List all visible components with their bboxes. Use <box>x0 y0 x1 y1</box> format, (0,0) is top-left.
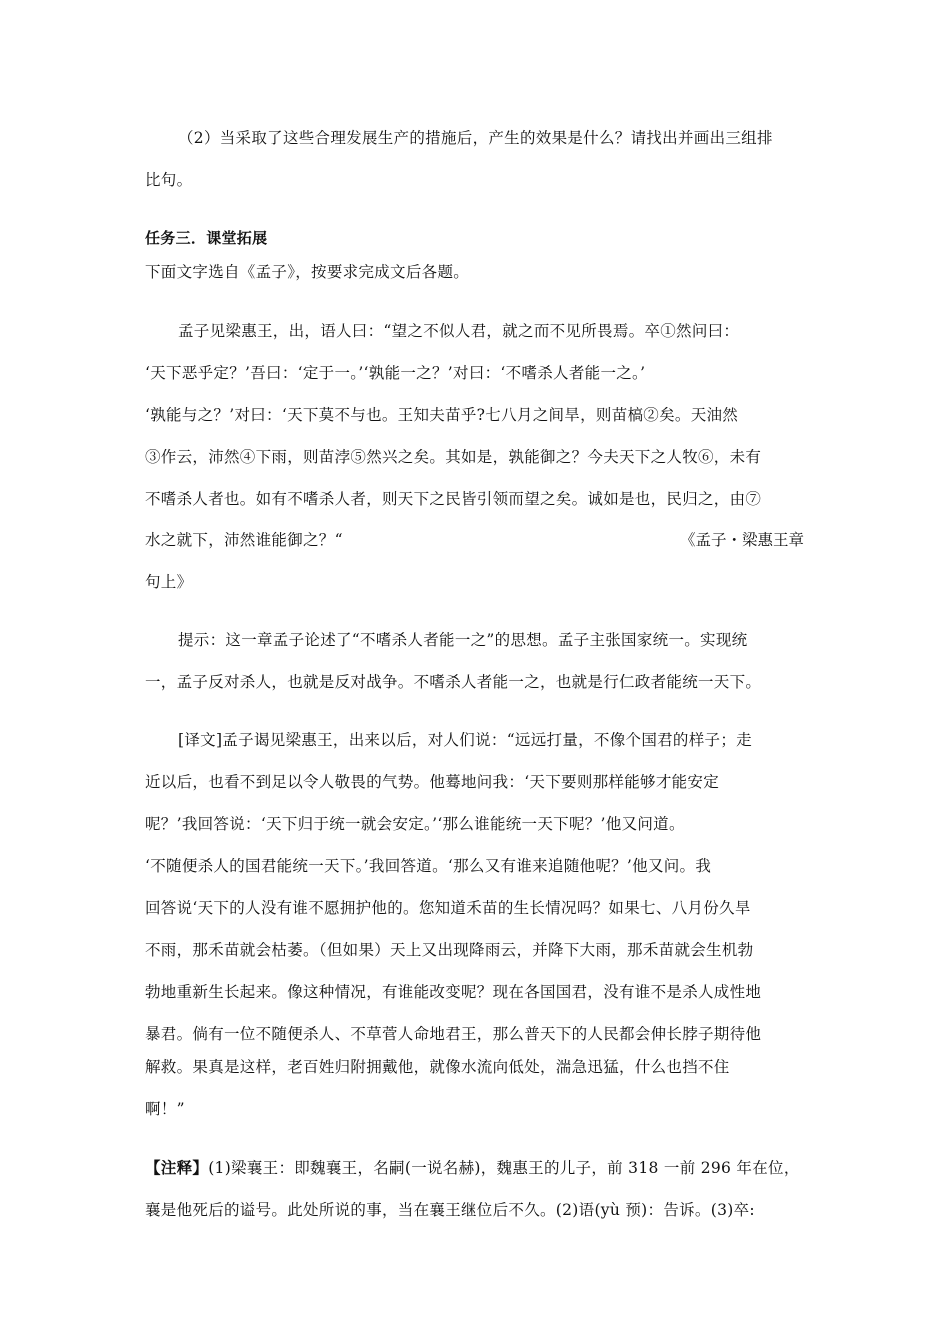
translation-line-6: 不雨，那禾苗就会枯萎。（但如果）天上又出现降雨云，并降下大雨，那禾苗就会生机勃 <box>145 941 754 959</box>
notes-line-2: 襄是他死后的谥号。此处所说的事，当在襄王继位后不久。(2)语(yù 预)：告诉。(3)卒: <box>145 1201 755 1219</box>
hint-line-1: 提示：这一章孟子论述了“不嗜杀人者能一之”的思想。孟子主张国家统一。实现统 <box>178 631 748 649</box>
question-2-line-1: （2）当采取了这些合理发展生产的措施后，产生的效果是什么？请找出并画出三组排 <box>178 129 773 147</box>
translation-line-9: 解救。果真是这样，老百姓归附拥戴他，就像水流向低处，湍急迅猛，什么也挡不住 <box>145 1058 730 1076</box>
passage-line-5: 不嗜杀人者也。如有不嗜杀人者，则天下之民皆引领而望之矣。诚如是也，民归之，由⑦ <box>145 490 762 508</box>
translation-line-2: 近以后，也看不到足以令人敬畏的气势。他蓦地问我：‘天下要则那样能够才能安定 <box>145 773 720 791</box>
task-3-heading: 任务三．课堂拓展 <box>145 229 268 247</box>
translation-line-7: 勃地重新生长起来。像这种情况，有谁能改变呢？现在各国国君，没有谁不是杀人成性地 <box>145 983 762 1001</box>
translation-line-5: 回答说‘天下的人没有谁不愿拥护他的。您知道禾苗的生长情况吗？如果七、八月份久旱 <box>145 899 751 917</box>
translation-line-10: 啊！” <box>145 1100 185 1118</box>
passage-line-6: 水之就下，沛然谁能御之？“ <box>145 531 343 549</box>
translation-line-1: [译文]孟子谒见梁惠王，出来以后，对人们说：“远远打量，不像个国君的样子；走 <box>178 731 752 749</box>
passage-line-4: ③作云，沛然④下雨，则苗浡⑤然兴之矣。其如是，孰能御之？今夫天下之人牧⑥，未有 <box>145 448 762 466</box>
passage-line-1: 孟子见梁惠王，出，语人曰：“望之不似人君，就之而不见所畏焉。卒①然问曰： <box>178 322 740 340</box>
task-3-intro: 下面文字选自《孟子》，按要求完成文后各题。 <box>145 263 470 281</box>
passage-line-3: ‘孰能与之？’对曰：‘天下莫不与也。王知夫苗乎?七八月之间旱，则苗槁②矣。天油然 <box>145 406 739 424</box>
notes-line-1 <box>145 1158 825 1178</box>
translation-line-3: 呢？’我回答说：‘天下归于统一就会安定。’‘那么谁能统一天下呢？’他又问道。 <box>145 815 685 833</box>
passage-line-2: ‘天下恶乎定？’吾曰：‘定于一。’‘孰能一之？’对曰：‘不嗜杀人者能一之。’ <box>145 364 646 382</box>
notes-text-1: (1)梁襄王：即魏襄王，名嗣(一说名赫)，魏惠王的儿子，前 318 一前 296 年在位， <box>208 1159 800 1177</box>
hint-line-2: 一，孟子反对杀人，也就是反对战争。不嗜杀人者能一之，也就是行仁政者能统一天下。 <box>145 673 762 691</box>
passage-source: 《孟子・梁惠王章 <box>680 531 805 549</box>
passage-source-continued: 句上》 <box>145 573 193 591</box>
translation-line-8: 暴君。倘有一位不随便杀人、不草菅人命地君王，那么普天下的人民都会伸长脖子期待他 <box>145 1025 762 1043</box>
translation-line-4: ‘不随便杀人的国君能统一天下。’我回答道。‘那么又有谁来追随他呢？’他又问。我 <box>145 857 712 875</box>
notes-label: 【注释】 <box>145 1159 209 1177</box>
question-2-line-2: 比句。 <box>145 171 193 189</box>
